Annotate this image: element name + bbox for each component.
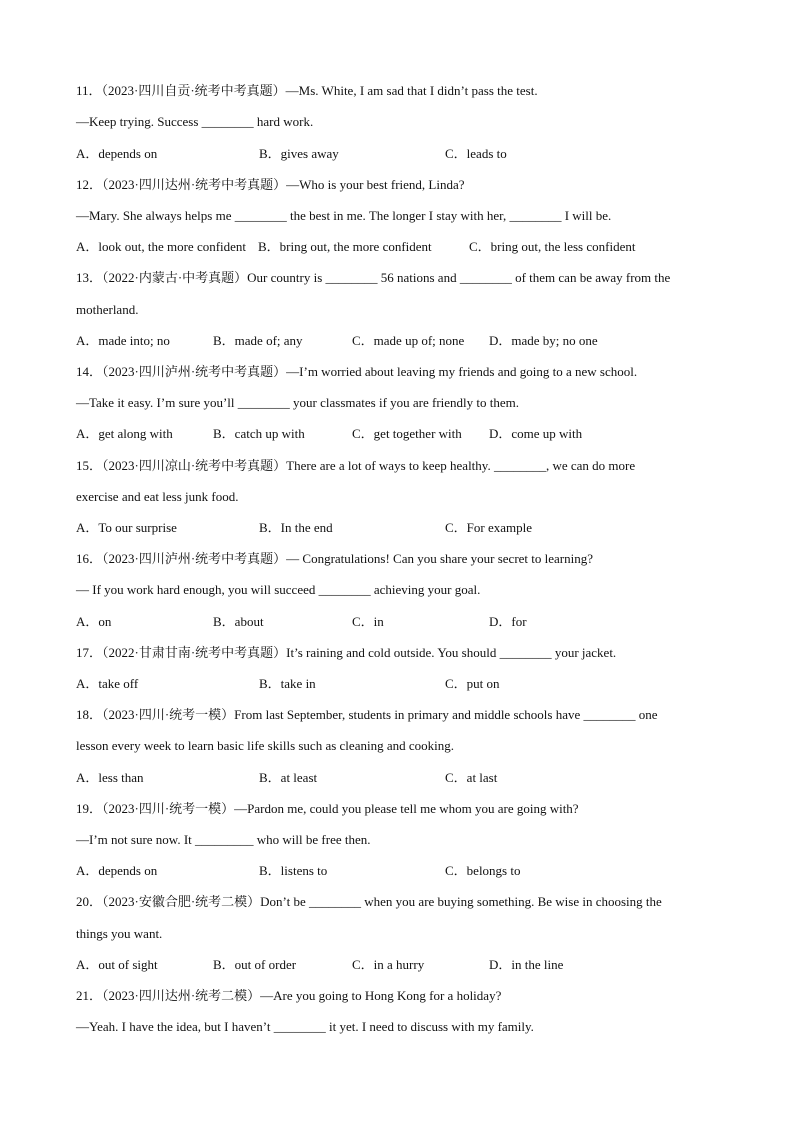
option-c[interactable]: C．in a hurry	[352, 957, 425, 972]
question-21-stem: 21．（2023·四川达州·统考二模）—Are you going to Hong Kong for a holiday?	[76, 988, 502, 1003]
question-12-dialog: —Mary. She always helps me ________ the best in me. The longer I stay with her, ________ I will be.	[76, 208, 612, 223]
option-b[interactable]: B．made of; any	[213, 333, 303, 348]
option-c[interactable]: C．get together with	[352, 426, 462, 441]
question-15-stem: 15．（2023·四川凉山·统考中考真题）There are a lot of ways to keep healthy. ________, we can do more	[76, 458, 636, 473]
question-12-stem: 12．（2023·四川达州·统考中考真题）—Who is your best friend, Linda?	[76, 177, 465, 192]
question-16-dialog: — If you work hard enough, you will succeed ________ achieving your goal.	[76, 582, 481, 597]
option-a[interactable]: A．less than	[76, 770, 144, 785]
option-b[interactable]: B．at least	[259, 770, 318, 785]
option-b[interactable]: B．out of order	[213, 957, 297, 972]
option-a[interactable]: A．To our surprise	[76, 520, 177, 535]
question-14-dialog: —Take it easy. I’m sure you’ll ________ your classmates if you are friendly to them.	[76, 395, 520, 410]
option-b[interactable]: B．gives away	[259, 146, 339, 161]
option-c[interactable]: C．put on	[445, 676, 500, 691]
option-a[interactable]: A．depends on	[76, 863, 158, 878]
option-a[interactable]: A．take off	[76, 676, 139, 691]
option-c[interactable]: C．leads to	[445, 146, 507, 161]
option-d[interactable]: D．for	[489, 614, 527, 629]
question-20-stem-cont: things you want.	[76, 926, 163, 941]
option-b[interactable]: B．In the end	[259, 520, 333, 535]
question-20-stem: 20．（2023·安徽合肥·统考二模）Don’t be ________ when you are buying something. Be wise in choosing the	[76, 894, 662, 909]
option-d[interactable]: D．come up with	[489, 426, 583, 441]
question-21-dialog: —Yeah. I have the idea, but I haven’t ________ it yet. I need to discuss with my family.	[76, 1019, 534, 1034]
question-13-stem: 13．（2022·内蒙古·中考真题）Our country is ________ 56 nations and ________ of them can be away from the	[76, 270, 671, 285]
question-18-stem-cont: lesson every week to learn basic life skills such as cleaning and cooking.	[76, 738, 454, 753]
question-19-stem: 19．（2023·四川·统考一模）—Pardon me, could you please tell me whom you are going with?	[76, 801, 579, 816]
option-a[interactable]: A．get along with	[76, 426, 173, 441]
option-c[interactable]: C．bring out, the less confident	[469, 239, 636, 254]
question-13-stem-cont: motherland.	[76, 302, 139, 317]
question-11-stem: 11．（2023·四川自贡·统考中考真题）—Ms. White, I am sad that I didn’t pass the test.	[76, 83, 538, 98]
option-d[interactable]: D．in the line	[489, 957, 564, 972]
option-a[interactable]: A．out of sight	[76, 957, 158, 972]
option-b[interactable]: B．take in	[259, 676, 316, 691]
option-a[interactable]: A．on	[76, 614, 112, 629]
option-b[interactable]: B．bring out, the more confident	[258, 239, 432, 254]
option-a[interactable]: A．look out, the more confident	[76, 239, 247, 254]
option-a[interactable]: A．depends on	[76, 146, 158, 161]
question-15-stem-cont: exercise and eat less junk food.	[76, 489, 239, 504]
option-d[interactable]: D．made by; no one	[489, 333, 598, 348]
option-a[interactable]: A．made into; no	[76, 333, 170, 348]
option-c[interactable]: C．at last	[445, 770, 498, 785]
question-19-dialog: —I’m not sure now. It _________ who will be free then.	[76, 832, 371, 847]
option-c[interactable]: C．in	[352, 614, 384, 629]
option-c[interactable]: C．made up of; none	[352, 333, 465, 348]
question-18-stem: 18．（2023·四川·统考一模）From last September, students in primary and middle schools have ________ one	[76, 707, 658, 722]
question-17-stem: 17．（2022·甘肃甘南·统考中考真题）It’s raining and cold outside. You should ________ your jacket.	[76, 645, 617, 660]
option-c[interactable]: C．belongs to	[445, 863, 521, 878]
option-b[interactable]: B．catch up with	[213, 426, 305, 441]
question-14-stem: 14．（2023·四川泸州·统考中考真题）—I’m worried about leaving my friends and going to a new school.	[76, 364, 638, 379]
question-11-dialog: —Keep trying. Success ________ hard work.	[76, 114, 314, 129]
option-b[interactable]: B．about	[213, 614, 264, 629]
option-c[interactable]: C．For example	[445, 520, 533, 535]
question-16-stem: 16．（2023·四川泸州·统考中考真题）— Congratulations! Can you share your secret to learning?	[76, 551, 594, 566]
option-b[interactable]: B．listens to	[259, 863, 328, 878]
